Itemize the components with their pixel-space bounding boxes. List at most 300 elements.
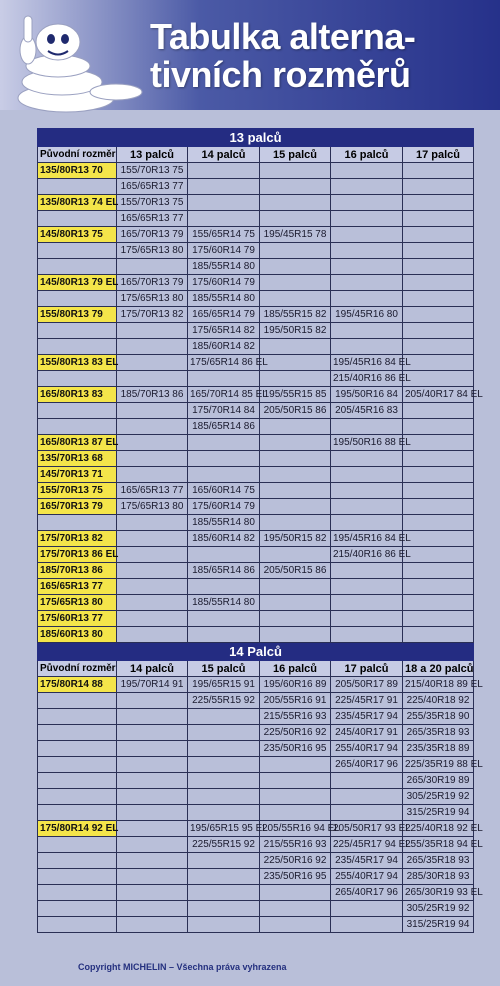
alternative-size-cell <box>117 467 188 483</box>
alternative-size-cell: 185/55R14 80 <box>188 515 260 531</box>
alternative-size-cell <box>117 611 188 627</box>
alternative-size-cell <box>188 451 260 467</box>
alternative-size-cell: 305/25R19 92 <box>403 901 474 917</box>
table-row <box>38 901 474 917</box>
alternative-size-cell: 255/35R18 90 <box>403 709 474 725</box>
original-size-cell <box>38 419 117 435</box>
alternative-size-cell <box>188 757 260 773</box>
table-row <box>38 483 474 499</box>
alternative-size-cell <box>117 869 188 885</box>
alternative-size-cell <box>403 307 474 323</box>
alternative-size-cell <box>260 547 331 563</box>
alternative-size-cell: 175/65R14 82 <box>188 323 260 339</box>
column-header-row <box>38 661 474 677</box>
table-row <box>38 499 474 515</box>
table-row <box>38 579 474 595</box>
table-row <box>38 693 474 709</box>
column-header: 13 palců <box>117 147 188 163</box>
alternative-size-cell <box>117 917 188 933</box>
alternative-size-cell: 185/55R14 80 <box>188 291 260 307</box>
alternative-size-cell: 205/45R16 83 <box>331 403 403 419</box>
alternative-size-cell <box>403 259 474 275</box>
alternative-size-cell: 205/50R15 86 <box>260 563 331 579</box>
alternative-size-cell <box>403 211 474 227</box>
table-row <box>38 885 474 901</box>
column-header: 14 palců <box>188 147 260 163</box>
alternative-size-cell <box>188 467 260 483</box>
alternative-size-cell <box>331 195 403 211</box>
alternative-size-cell <box>188 741 260 757</box>
original-size-cell <box>38 725 117 741</box>
alternative-size-cell <box>331 773 403 789</box>
alternative-size-cell <box>188 547 260 563</box>
alternative-size-cell <box>188 195 260 211</box>
alternative-size-cell: 175/70R13 82 <box>117 307 188 323</box>
original-size-cell: 165/65R13 77 <box>38 579 117 595</box>
alternative-size-cell: 265/30R19 93 EL <box>403 885 474 901</box>
alternative-size-cell: 185/70R13 86 <box>117 387 188 403</box>
alternative-size-cell <box>403 371 474 387</box>
alternative-size-cell: 195/65R15 91 <box>188 677 260 693</box>
copyright-notice: Copyright MICHELIN – Všechna práva vyhrazena <box>78 962 287 972</box>
alternative-size-cell <box>260 291 331 307</box>
table-row <box>38 917 474 933</box>
original-size-cell: 165/80R13 87 EL <box>38 435 117 451</box>
alternative-size-cell <box>117 531 188 547</box>
alternative-size-cell: 185/60R14 82 <box>188 531 260 547</box>
table-row <box>38 275 474 291</box>
section-title-row <box>38 643 474 661</box>
alternative-size-cell: 235/45R17 94 <box>331 853 403 869</box>
original-size-cell: 155/70R13 75 <box>38 483 117 499</box>
alternative-size-cell <box>117 435 188 451</box>
alternative-size-cell <box>403 531 474 547</box>
table-row <box>38 837 474 853</box>
alternative-size-cell: 255/40R17 94 <box>331 869 403 885</box>
table-row <box>38 179 474 195</box>
alternative-size-cell <box>188 725 260 741</box>
alternative-size-cell <box>403 291 474 307</box>
alternative-size-cell: 195/55R15 85 <box>260 387 331 403</box>
alternative-size-cell <box>331 789 403 805</box>
alternative-size-cell <box>188 901 260 917</box>
table-row <box>38 435 474 451</box>
alternative-size-cell: 265/35R18 93 <box>403 725 474 741</box>
alternative-size-cell <box>331 339 403 355</box>
alternative-size-cell: 235/35R18 89 <box>403 741 474 757</box>
size-table <box>37 128 483 933</box>
original-size-cell: 145/80R13 75 <box>38 227 117 243</box>
original-size-cell: 135/80R13 70 <box>38 163 117 179</box>
alternative-size-cell: 205/55R16 94 EL <box>260 821 331 837</box>
original-size-cell <box>38 179 117 195</box>
alternative-size-cell: 225/35R19 88 EL <box>403 757 474 773</box>
alternative-size-cell <box>331 515 403 531</box>
alternative-size-cell: 195/45R16 84 EL <box>331 531 403 547</box>
alternative-size-cell <box>403 163 474 179</box>
column-header: 16 palců <box>260 661 331 677</box>
alternative-size-cell <box>403 419 474 435</box>
alternative-size-cell: 225/45R17 94 EL <box>331 837 403 853</box>
alternative-size-cell <box>117 853 188 869</box>
alternative-size-cell: 225/50R16 92 <box>260 725 331 741</box>
alternative-size-cell <box>260 467 331 483</box>
alternative-size-cell: 265/30R19 89 <box>403 773 474 789</box>
table-row <box>38 403 474 419</box>
alternative-size-cell <box>260 515 331 531</box>
alternative-size-cell: 175/65R13 80 <box>117 291 188 307</box>
alternative-size-cell: 195/45R15 78 <box>260 227 331 243</box>
alternative-size-cell <box>331 805 403 821</box>
alternative-size-cell <box>260 773 331 789</box>
original-size-cell <box>38 709 117 725</box>
table-row <box>38 531 474 547</box>
alternative-size-cell <box>117 901 188 917</box>
alternative-size-cell <box>331 579 403 595</box>
original-size-cell: 155/80R13 79 <box>38 307 117 323</box>
alternative-size-cell <box>403 435 474 451</box>
alternative-size-cell <box>117 709 188 725</box>
alternative-size-cell <box>331 259 403 275</box>
alternative-size-cell: 255/35R18 94 EL <box>403 837 474 853</box>
table-row <box>38 563 474 579</box>
alternative-size-cell <box>403 547 474 563</box>
alternative-size-cell <box>260 483 331 499</box>
column-header: Původní rozměr <box>38 147 117 163</box>
alternative-size-cell: 205/50R15 86 <box>260 403 331 419</box>
alternative-size-cell <box>260 275 331 291</box>
original-size-cell <box>38 853 117 869</box>
original-size-cell <box>38 403 117 419</box>
alternative-size-cell <box>403 323 474 339</box>
alternative-size-cell <box>260 451 331 467</box>
alternative-size-cell <box>260 611 331 627</box>
alternative-size-cell <box>117 355 188 371</box>
alternative-size-cell <box>403 595 474 611</box>
alternative-size-cell: 285/30R18 93 <box>403 869 474 885</box>
alternative-size-cell: 195/50R15 82 <box>260 323 331 339</box>
table-row <box>38 709 474 725</box>
page-title <box>150 18 490 94</box>
table-row <box>38 163 474 179</box>
alternative-size-cell <box>117 595 188 611</box>
original-size-cell: 175/80R14 88 <box>38 677 117 693</box>
alternative-size-cell <box>331 243 403 259</box>
alternative-size-cell <box>403 499 474 515</box>
alternative-size-cell <box>403 451 474 467</box>
alternative-size-cell <box>260 757 331 773</box>
alternative-size-cell <box>117 821 188 837</box>
alternative-size-cell: 175/60R14 79 <box>188 243 260 259</box>
alternative-size-cell <box>188 579 260 595</box>
alternative-size-cell <box>117 627 188 643</box>
alternative-size-cell <box>260 371 331 387</box>
alternative-size-cell <box>188 773 260 789</box>
alternative-size-cell: 255/40R17 94 <box>331 741 403 757</box>
alternative-size-cell <box>117 371 188 387</box>
alternative-size-cell <box>403 355 474 371</box>
original-size-cell: 145/80R13 79 EL <box>38 275 117 291</box>
alternative-size-cell: 185/60R14 82 <box>188 339 260 355</box>
alternative-size-cell <box>331 611 403 627</box>
alternative-size-cell: 225/50R16 92 <box>260 853 331 869</box>
alternative-size-cell: 305/25R19 92 <box>403 789 474 805</box>
alternative-size-cell: 195/50R16 84 <box>331 387 403 403</box>
alternative-size-cell <box>188 853 260 869</box>
alternative-size-cell <box>260 579 331 595</box>
original-size-cell: 175/70R13 86 EL <box>38 547 117 563</box>
alternative-size-cell <box>117 837 188 853</box>
alternative-size-cell <box>188 869 260 885</box>
original-size-cell: 175/70R13 82 <box>38 531 117 547</box>
original-size-cell: 175/60R13 77 <box>38 611 117 627</box>
alternative-size-cell: 195/45R16 84 EL <box>331 355 403 371</box>
original-size-cell <box>38 259 117 275</box>
column-header: 17 palců <box>331 661 403 677</box>
alternative-size-cell: 205/55R16 91 <box>260 693 331 709</box>
alternative-size-cell: 195/70R14 91 <box>117 677 188 693</box>
alternative-size-cell <box>260 627 331 643</box>
alternative-size-cell: 175/60R14 79 <box>188 499 260 515</box>
alternative-size-cell <box>331 227 403 243</box>
alternative-size-cell <box>188 163 260 179</box>
alternative-size-cell <box>403 515 474 531</box>
alternative-size-cell: 205/50R17 93 EL <box>331 821 403 837</box>
alternative-size-cell <box>188 627 260 643</box>
alternative-size-cell: 185/55R15 82 <box>260 307 331 323</box>
alternative-size-cell <box>331 419 403 435</box>
alternative-size-cell: 205/50R17 89 <box>331 677 403 693</box>
alternative-size-cell <box>403 483 474 499</box>
alternative-size-cell: 215/55R16 93 <box>260 837 331 853</box>
alternative-size-cell: 165/70R13 79 <box>117 227 188 243</box>
alternative-size-cell: 155/70R13 75 <box>117 163 188 179</box>
alternative-size-cell: 225/45R17 91 <box>331 693 403 709</box>
alternative-size-cell <box>331 499 403 515</box>
original-size-cell: 135/80R13 74 EL <box>38 195 117 211</box>
original-size-cell: 155/80R13 83 EL <box>38 355 117 371</box>
alternative-size-cell <box>260 901 331 917</box>
alternative-size-cell <box>117 885 188 901</box>
table-row <box>38 757 474 773</box>
alternative-size-cell <box>117 693 188 709</box>
alternative-size-cell <box>331 467 403 483</box>
alternative-size-cell <box>331 483 403 499</box>
original-size-cell <box>38 693 117 709</box>
alternative-size-cell: 215/40R16 86 EL <box>331 547 403 563</box>
alternative-size-cell <box>403 563 474 579</box>
original-size-cell <box>38 869 117 885</box>
alternative-size-cell <box>260 195 331 211</box>
original-size-cell <box>38 515 117 531</box>
alternative-size-cell <box>117 579 188 595</box>
original-size-cell <box>38 789 117 805</box>
alternative-size-cell <box>403 627 474 643</box>
table-row <box>38 387 474 403</box>
alternative-size-cell <box>260 805 331 821</box>
column-header: 15 palců <box>188 661 260 677</box>
table-row <box>38 467 474 483</box>
alternative-size-cell <box>188 789 260 805</box>
table-row <box>38 371 474 387</box>
table-row <box>38 259 474 275</box>
section-title: 14 Palců <box>38 643 474 661</box>
title-line-2: tivních rozměrů <box>150 54 411 95</box>
alternative-size-cell: 165/65R14 79 <box>188 307 260 323</box>
original-size-cell: 185/70R13 86 <box>38 563 117 579</box>
alternative-size-cell <box>117 773 188 789</box>
original-size-cell: 175/65R13 80 <box>38 595 117 611</box>
original-size-cell <box>38 741 117 757</box>
alternative-size-cell <box>188 709 260 725</box>
alternative-size-cell <box>260 595 331 611</box>
alternative-size-cell <box>188 435 260 451</box>
table-row <box>38 307 474 323</box>
alternative-size-cell: 235/50R16 95 <box>260 741 331 757</box>
original-size-cell <box>38 371 117 387</box>
alternative-size-cell <box>188 611 260 627</box>
table-row <box>38 821 474 837</box>
alternative-size-cell <box>403 579 474 595</box>
original-size-cell: 175/80R14 92 EL <box>38 821 117 837</box>
table-row <box>38 211 474 227</box>
alternative-size-cell <box>117 725 188 741</box>
alternative-size-cell: 175/65R14 86 EL <box>188 355 260 371</box>
original-size-cell <box>38 211 117 227</box>
table-row <box>38 339 474 355</box>
alternative-size-cell <box>188 179 260 195</box>
alternative-size-cell <box>117 451 188 467</box>
table-row <box>38 869 474 885</box>
alternative-size-cell <box>331 917 403 933</box>
table-row <box>38 773 474 789</box>
alternative-size-cell: 175/70R14 84 <box>188 403 260 419</box>
alternative-size-cell <box>117 563 188 579</box>
alternative-size-cell: 265/35R18 93 <box>403 853 474 869</box>
michelin-man-icon <box>4 8 154 110</box>
alternative-size-cell <box>403 195 474 211</box>
original-size-cell <box>38 885 117 901</box>
table-row <box>38 725 474 741</box>
alternative-size-cell: 245/40R17 91 <box>331 725 403 741</box>
alternative-size-cell <box>188 805 260 821</box>
table-row <box>38 789 474 805</box>
alternative-size-cell <box>117 741 188 757</box>
table-row <box>38 355 474 371</box>
alternative-size-cell <box>260 435 331 451</box>
alternative-size-cell <box>260 259 331 275</box>
alternative-size-cell: 175/60R14 79 <box>188 275 260 291</box>
alternative-size-cell <box>260 179 331 195</box>
alternative-size-cell: 185/65R14 86 <box>188 563 260 579</box>
alternative-size-cell <box>403 243 474 259</box>
alternative-size-cell <box>331 211 403 227</box>
alternative-size-cell: 155/65R14 75 <box>188 227 260 243</box>
alternative-size-cell: 225/55R15 92 <box>188 693 260 709</box>
alternative-size-cell: 185/55R14 80 <box>188 259 260 275</box>
alternative-size-cell <box>188 885 260 901</box>
alternative-size-cell <box>260 243 331 259</box>
table-row <box>38 547 474 563</box>
alternative-size-cell: 265/40R17 96 <box>331 757 403 773</box>
title-line-1: Tabulka alterna- <box>150 16 416 57</box>
original-size-cell: 145/70R13 71 <box>38 467 117 483</box>
alternative-size-cell <box>331 179 403 195</box>
original-size-cell <box>38 917 117 933</box>
alternative-size-cell <box>260 419 331 435</box>
alternative-size-cell <box>403 179 474 195</box>
original-size-cell <box>38 901 117 917</box>
alternative-size-cell <box>117 789 188 805</box>
alternative-size-cell: 165/65R13 77 <box>117 211 188 227</box>
alternative-size-cell <box>117 419 188 435</box>
table-row <box>38 323 474 339</box>
alternative-size-cell: 185/55R14 80 <box>188 595 260 611</box>
table-row <box>38 741 474 757</box>
alternative-size-cell <box>117 259 188 275</box>
alternative-size-cell: 195/65R15 95 EL <box>188 821 260 837</box>
alternative-size-cell: 225/55R15 92 <box>188 837 260 853</box>
alternative-size-cell <box>260 211 331 227</box>
table-row <box>38 243 474 259</box>
alternative-size-cell <box>117 757 188 773</box>
alternative-size-cell <box>117 805 188 821</box>
table-row <box>38 627 474 643</box>
alternative-size-cell <box>188 371 260 387</box>
alternative-size-cell: 195/60R16 89 <box>260 677 331 693</box>
original-size-cell: 135/70R13 68 <box>38 451 117 467</box>
original-size-cell <box>38 837 117 853</box>
alternative-size-cell: 215/40R18 89 EL <box>403 677 474 693</box>
original-size-cell <box>38 773 117 789</box>
alternative-size-cell <box>117 515 188 531</box>
column-header: 17 palců <box>403 147 474 163</box>
alternative-size-cell <box>260 163 331 179</box>
original-size-cell: 185/60R13 80 <box>38 627 117 643</box>
section-title: 13 palců <box>38 129 474 147</box>
original-size-cell <box>38 339 117 355</box>
table-row <box>38 595 474 611</box>
column-header: 16 palců <box>331 147 403 163</box>
alternative-size-cell: 205/40R17 84 EL <box>403 387 474 403</box>
alternative-size-cell <box>331 563 403 579</box>
alternative-size-cell: 175/65R13 80 <box>117 499 188 515</box>
alternative-size-cell <box>260 917 331 933</box>
alternative-size-cell: 315/25R19 94 <box>403 917 474 933</box>
alternative-size-cell: 165/65R13 77 <box>117 483 188 499</box>
alternative-size-cell <box>117 339 188 355</box>
alternative-size-cell: 235/45R17 94 <box>331 709 403 725</box>
alternative-size-cell <box>331 627 403 643</box>
original-size-cell <box>38 323 117 339</box>
alternative-size-cell: 235/50R16 95 <box>260 869 331 885</box>
alternative-size-cell: 225/40R18 92 <box>403 693 474 709</box>
alternative-size-cell: 265/40R17 96 <box>331 885 403 901</box>
table-row <box>38 853 474 869</box>
table-row <box>38 805 474 821</box>
alternative-size-cell <box>260 789 331 805</box>
alternative-size-cell <box>331 275 403 291</box>
header-banner <box>0 0 500 110</box>
table-row <box>38 515 474 531</box>
table-row <box>38 677 474 693</box>
original-size-cell: 165/70R13 79 <box>38 499 117 515</box>
alternative-size-cell: 315/25R19 94 <box>403 805 474 821</box>
alternative-size-cell <box>403 339 474 355</box>
column-header: 15 palců <box>260 147 331 163</box>
original-size-cell <box>38 243 117 259</box>
alternative-size-cell <box>331 163 403 179</box>
